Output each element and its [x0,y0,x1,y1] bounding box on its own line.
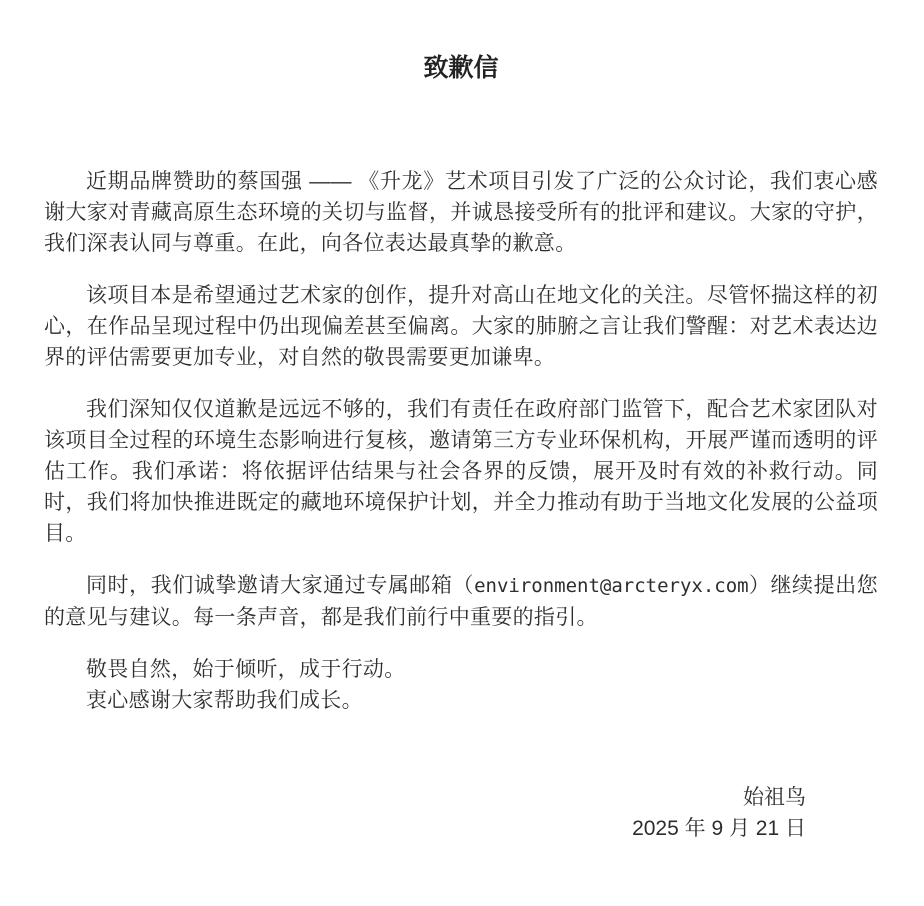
closing-line-1: 敬畏自然，始于倾听，成于行动。 [86,658,406,681]
letter-paragraph-1: 近期品牌赞助的蔡国强 —— 《升龙》艺术项目引发了广泛的公众讨论，我们衷心感谢大家对青藏高原生态环境的关切与监督，并诚恳接受所有的批评和建议。大家的守护，我们深表认同与尊重。在此，向各位表达最真挚的歉意。 [44,170,878,255]
signature-name: 始祖鸟 [743,786,806,809]
closing-line-2: 衷心感谢大家帮助我们成长。 [86,689,363,712]
contact-email: environment@arcteryx.com [474,575,749,597]
email-paragraph-before: 同时，我们诚挚邀请大家通过专属邮箱（ [86,574,475,597]
letter-title: 致歉信 [423,54,499,82]
letter-paragraph-email [44,570,878,633]
letter-paragraph-3: 我们深知仅仅道歉是远远不够的，我们有责任在政府部门监管下，配合艺术家团队对该项目全过程的环境生态影响进行复核，邀请第三方专业环保机构，开展严谨而透明的评估工作。我们承诺：将依据评估结果与社会各界的反馈，展开及时有效的补救行动。同时，我们将加快推进既定的藏地环境保护计划，并全力推动有助于当地文化发展的公益项目。 [44,398,878,545]
signature-block [44,782,878,844]
email-paragraph-after: ）继续提出您的意见与建议。每一条声音，都是我们前行中重要的指引。 [44,574,878,629]
signature-date: 2025 年 9 月 21 日 [632,817,806,840]
letter-paragraph-2: 该项目本是希望通过艺术家的创作，提升对高山在地文化的关注。尽管怀揣这样的初心，在作品呈现过程中仍出现偏差甚至偏离。大家的肺腑之言让我们警醒：对艺术表达边界的评估需要更加专业，对自然的敬畏需要更加谦卑。 [44,284,878,369]
